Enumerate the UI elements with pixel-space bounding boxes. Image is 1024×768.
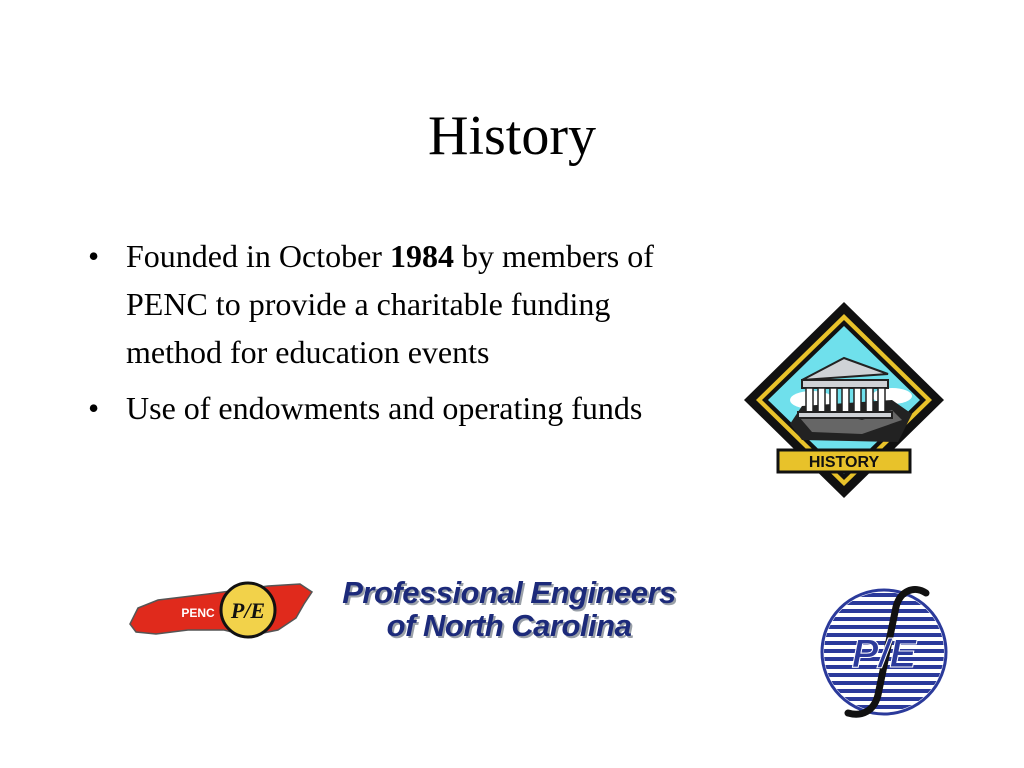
north-carolina-map-icon: [128, 578, 314, 642]
penc-wordmark: [316, 576, 702, 642]
bullet-list: [80, 232, 700, 440]
bullet-item: [80, 384, 700, 432]
map-penc-label: PENC: [181, 606, 215, 620]
map-seal-text: P/E: [230, 598, 266, 623]
bullet-text-part: Founded in October: [126, 238, 390, 274]
pe-seal-text: P/E: [851, 632, 917, 676]
bullet-text-part: by members of PENC to provide a charitable funding method for education events: [126, 238, 654, 370]
history-badge-label: HISTORY: [808, 454, 880, 471]
bullet-text-part: Use of endowments and operating funds: [126, 390, 643, 426]
bullet-marker: •: [88, 390, 100, 426]
penc-logo: [128, 574, 702, 648]
slide-title: History: [428, 105, 596, 167]
bullet-item: [80, 232, 700, 376]
bullet-year-bold: 1984: [389, 238, 454, 274]
pe-seal-icon: [814, 585, 954, 720]
history-badge-icon: [742, 300, 946, 500]
wordmark-line-1: Professional Engineers: [342, 575, 676, 610]
wordmark-line-2: of North Carolina: [386, 608, 632, 643]
bullet-marker: •: [88, 238, 100, 274]
